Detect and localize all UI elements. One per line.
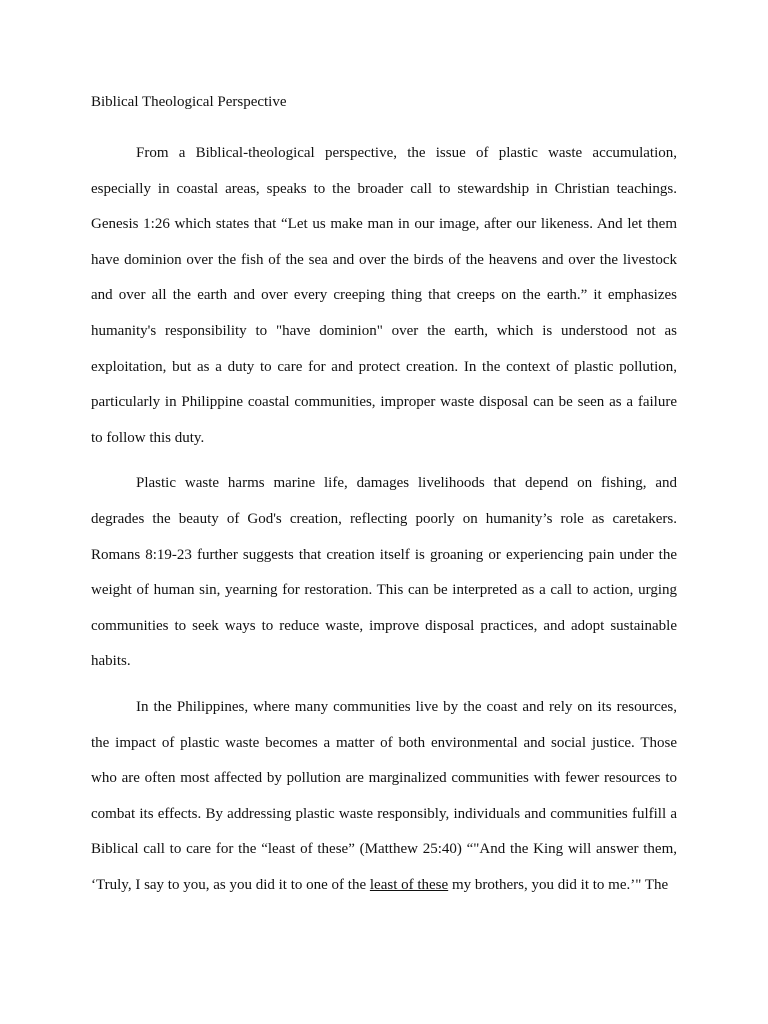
paragraph-plastic-harm: Plastic waste harms marine life, damages livelihoods that depend on fishing, and degrades the beauty of God's creation, reflecting poorly on humanity’s role as caretakers. Romans 8:19-23 further suggests that creation itself is groaning or experiencing pain under the weight of human sin, yearning for restoration. This can be interpreted as a call to action, urging communities to seek ways to reduce waste, improve disposal practices, and adopt sustainable habits. (91, 475, 677, 670)
paragraph-stewardship: From a Biblical-theological perspective, the issue of plastic waste accumulation, especially in coastal areas, speaks to the broader call to stewardship in Christian teachings. Genesis 1:26 which states that “Let us make man in our image, after our likeness. And let them have dominion over the fish of the sea and over the birds of the heavens and over the livestock and over all the earth and over every creeping thing that creeps on the earth.” it emphasizes humanity's responsibility to "have dominion" over the earth, which is understood not as exploitation, but as a duty to care for and protect creation. In the context of plastic pollution, particularly in Philippine coastal communities, improper waste disposal can be seen as a failure to follow this duty. (91, 145, 677, 446)
paragraph-social-justice (91, 690, 677, 904)
document-body (91, 91, 677, 913)
underlined-phrase: least of these (369, 876, 449, 893)
paragraph-text-before: In the Philippines, where many communities live by the coast and rely on its resources, the impact of plastic waste becomes a matter of both environmental and social justice. Those who are often most affected by pollution are marginalized communities with fewer resources to combat its effects. By addressing plastic waste responsibly, individuals and communities fulfill a Biblical call to care for the “least of these” (Matthew 25:40) “"And the King will answer them, ‘Truly, I say to you, as you did it to one of the (91, 698, 677, 893)
paragraph-text-after: my brothers, you did it to me.’" The (448, 876, 669, 893)
section-heading: Biblical Theological Perspective (91, 94, 287, 110)
